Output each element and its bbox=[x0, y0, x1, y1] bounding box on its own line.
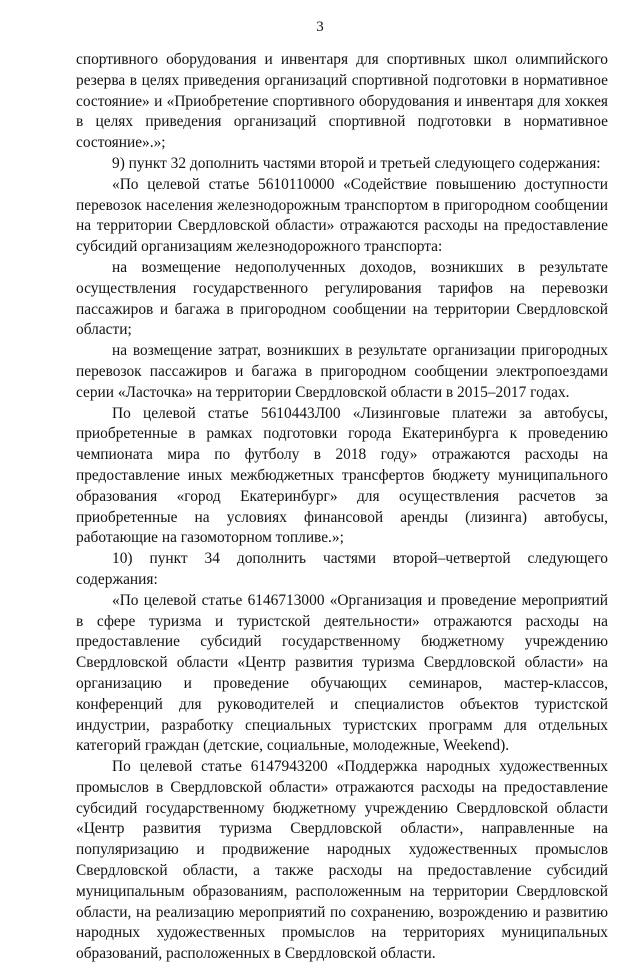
paragraph-article-6147943200: По целевой статье 6147943200 «Поддержка народных художественных промыслов в Свердловской области» отражаются расходы на предоставление субсидий государственному бюджетному учреждению Свердловской области «Центр развития туризма Свердловской области», направленные на популяризацию и продвижение народных художественных промыслов Свердловской области, а также расходы на предоставление субсидий муниципальным образованиям, расположенным на территории Свердловской области, на реализацию мероприятий по сохранению, возрождению и развитию народных художественных промыслов на территориях муниципальных образований, расположенных в Свердловской области. bbox=[76, 758, 608, 963]
page-number: 3 bbox=[316, 19, 324, 35]
document-body bbox=[76, 50, 608, 965]
paragraph-continuation: спортивного оборудования и инвентаря для спортивных школ олимпийского резерва в целях приведения организаций спортивной подготовки в нормативное состояние» и «Приобретение спортивного оборудования и инвентаря для хоккея в целях приведения организаций спортивной подготовки в нормативное состояние».»; bbox=[76, 51, 608, 152]
paragraph-item-9: 9) пункт 32 дополнить частями второй и третьей следующего содержания: bbox=[112, 154, 601, 172]
paragraph-item-10: 10) пункт 34 дополнить частями второй–четвертой следующего содержания: bbox=[76, 550, 608, 588]
paragraph-lost-revenue: на возмещение недополученных доходов, возникших в результате осуществления государственного регулирования тарифов на перевозки пассажиров и багажа в пригородном сообщении на территории Свердловской области; bbox=[76, 258, 608, 339]
paragraph-article-5610443L00: По целевой статье 5610443Л00 «Лизинговые платежи за автобусы, приобретенные в рамках подготовки города Екатеринбурга к проведению чемпионата мира по футболу в 2018 году» отражаются расходы на предоставление иных межбюджетных трансфертов бюджету муниципального образования «город Екатеринбург» для осуществления расчетов за приобретенные на условиях финансовой аренды (лизинга) автобусы, работающие на газомоторном топливе.»; bbox=[76, 404, 608, 547]
paragraph-lastochka-costs: на возмещение затрат, возникших в результате организации пригородных перевозок пассажиров и багажа в пригородном сообщении электропоездами серии «Ласточка» на территории Свердловской области в 2015–2017 годах. bbox=[76, 342, 608, 401]
paragraph-article-6146713000: «По целевой статье 6146713000 «Организация и проведение мероприятий в сфере туризма и туристской деятельности» отражаются расходы на предоставление субсидий государственному бюджетному учреждению Свердловской области «Центр развития туризма Свердловской области» на организацию и проведение обучающих семинаров, мастер-классов, конференций для руководителей и специалистов объектов туристской индустрии, разработку специальных туристских программ для отдельных категорий граждан (детские, социальные, молодежные, Weekend). bbox=[76, 591, 608, 755]
paragraph-article-5610110000: «По целевой статье 5610110000 «Содействие повышению доступности перевозок населения железнодорожным транспортом в пригородном сообщении на территории Свердловской области» отражаются расходы на предоставление субсидий организациям железнодорожного транспорта: bbox=[76, 175, 608, 256]
